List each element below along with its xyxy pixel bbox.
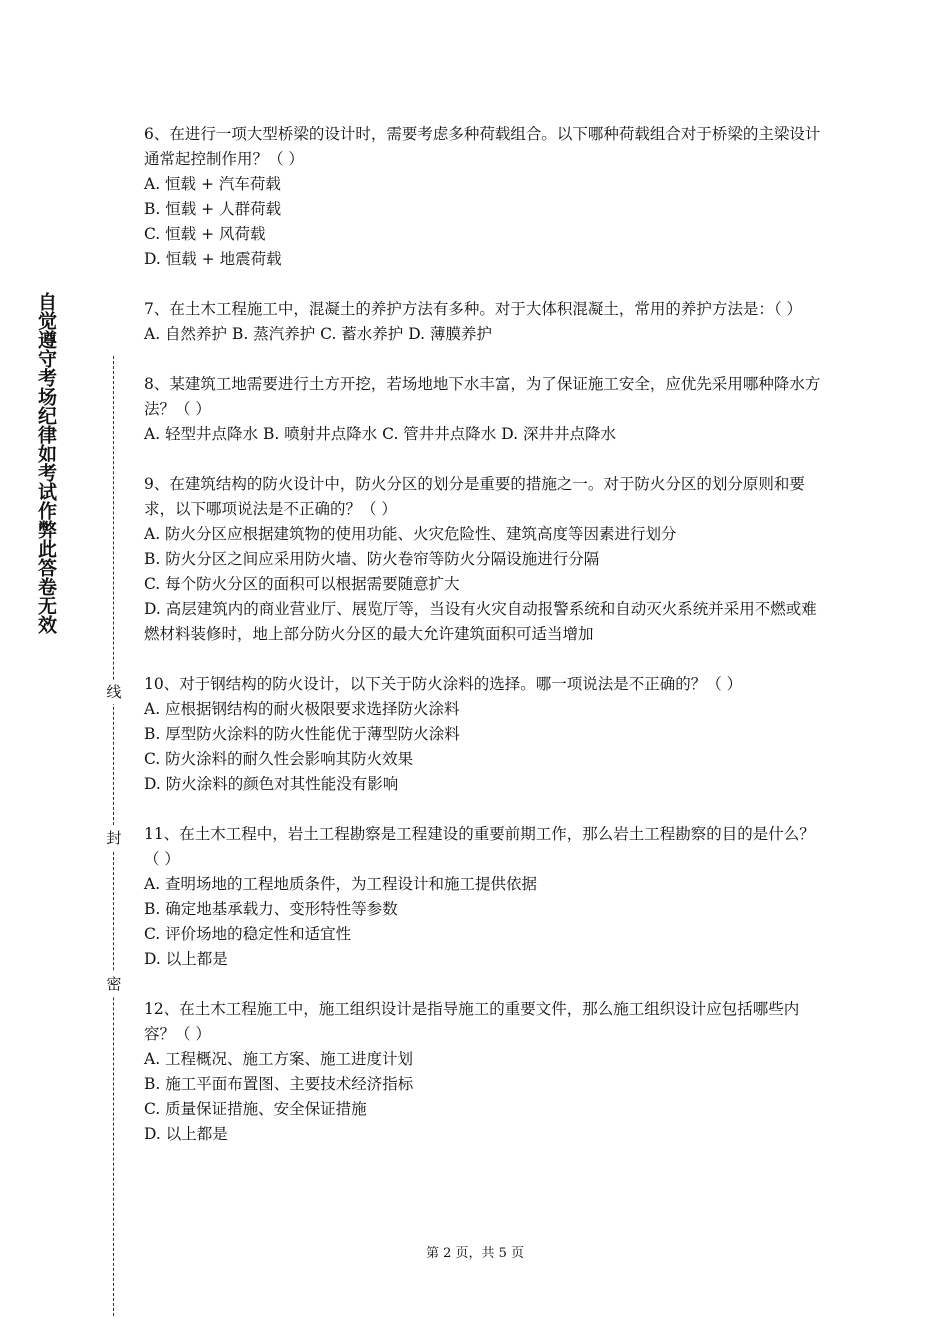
page-number: 第 2 页，共 5 页 bbox=[425, 1246, 525, 1261]
option-d: D. 以上都是 bbox=[144, 1125, 228, 1143]
question-11 bbox=[144, 822, 824, 972]
option-c: C. 防火涂料的耐久性会影响其防火效果 bbox=[144, 750, 414, 768]
option-b: B. 施工平面布置图、主要技术经济指标 bbox=[144, 1075, 414, 1093]
binding-label-line: 线 bbox=[104, 680, 124, 704]
question-12 bbox=[144, 997, 824, 1147]
question-text: 6、在进行一项大型桥梁的设计时，需要考虑多种荷载组合。以下哪种荷载组合对于桥梁的主梁设计通常起控制作用？（ ） bbox=[144, 125, 821, 168]
option-d: D. 高层建筑内的商业营业厅、展览厅等，当设有火灾自动报警系统和自动灭火系统并采用不燃或难燃材料装修时，地上部分防火分区的最大允许建筑面积可适当增加 bbox=[144, 600, 817, 643]
binding-label-secret: 密 bbox=[104, 972, 124, 996]
option-c: C. 质量保证措施、安全保证措施 bbox=[144, 1100, 367, 1118]
question-7 bbox=[144, 297, 824, 347]
option-b: B. 确定地基承载力、变形特性等参数 bbox=[144, 900, 398, 918]
option-d: D. 防火涂料的颜色对其性能没有影响 bbox=[144, 775, 399, 793]
option-d: D. 恒载 + 地震荷载 bbox=[144, 250, 282, 268]
question-text: 9、在建筑结构的防火设计中，防火分区的划分是重要的措施之一。对于防火分区的划分原则和要求，以下哪项说法是不正确的？（ ） bbox=[144, 475, 805, 518]
option-a: A. 应根据钢结构的耐火极限要求选择防火涂料 bbox=[144, 700, 460, 718]
binding-label-seal: 封 bbox=[104, 826, 124, 850]
options-line: A. 自然养护 B. 蒸汽养护 C. 蓄水养护 D. 薄膜养护 bbox=[144, 325, 492, 343]
option-a: A. 恒载 + 汽车荷载 bbox=[144, 175, 281, 193]
option-a: A. 查明场地的工程地质条件，为工程设计和施工提供依据 bbox=[144, 875, 538, 893]
options-line: A. 轻型井点降水 B. 喷射井点降水 C. 管井井点降水 D. 深井井点降水 bbox=[144, 425, 616, 443]
question-6 bbox=[144, 122, 824, 272]
question-list bbox=[144, 122, 824, 1172]
option-b: B. 防火分区之间应采用防火墙、防火卷帘等防火分隔设施进行分隔 bbox=[144, 550, 600, 568]
question-text: 11、在土木工程中，岩土工程勘察是工程建设的重要前期工作，那么岩土工程勘察的目的是什么？（ ） bbox=[144, 825, 815, 868]
option-c: C. 每个防火分区的面积可以根据需要随意扩大 bbox=[144, 575, 460, 593]
option-b: B. 厚型防火涂料的防火性能优于薄型防火涂料 bbox=[144, 725, 460, 743]
question-10 bbox=[144, 672, 824, 797]
option-b: B. 恒载 + 人群荷载 bbox=[144, 200, 282, 218]
question-text: 10、对于钢结构的防火设计，以下关于防火涂料的选择。哪一项说法是不正确的？（ ） bbox=[144, 675, 743, 693]
option-c: C. 恒载 + 风荷载 bbox=[144, 225, 266, 243]
exam-discipline-notice: 自觉遵守考场纪律如考试作弊此答卷无效 bbox=[35, 292, 57, 634]
option-a: A. 工程概况、施工方案、施工进度计划 bbox=[144, 1050, 414, 1068]
option-c: C. 评价场地的稳定性和适宜性 bbox=[144, 925, 352, 943]
question-8 bbox=[144, 372, 824, 447]
question-text: 12、在土木工程施工中，施工组织设计是指导施工的重要文件，那么施工组织设计应包括哪些内容？（ ） bbox=[144, 1000, 800, 1043]
option-a: A. 防火分区应根据建筑物的使用功能、火灾危险性、建筑高度等因素进行划分 bbox=[144, 525, 677, 543]
option-d: D. 以上都是 bbox=[144, 950, 228, 968]
question-9 bbox=[144, 472, 824, 647]
question-text: 7、在土木工程施工中，混凝土的养护方法有多种。对于大体积混凝土，常用的养护方法是：（ ） bbox=[144, 300, 803, 318]
question-text: 8、某建筑工地需要进行土方开挖，若场地地下水丰富，为了保证施工安全，应优先采用哪种降水方法？（ ） bbox=[144, 375, 821, 418]
